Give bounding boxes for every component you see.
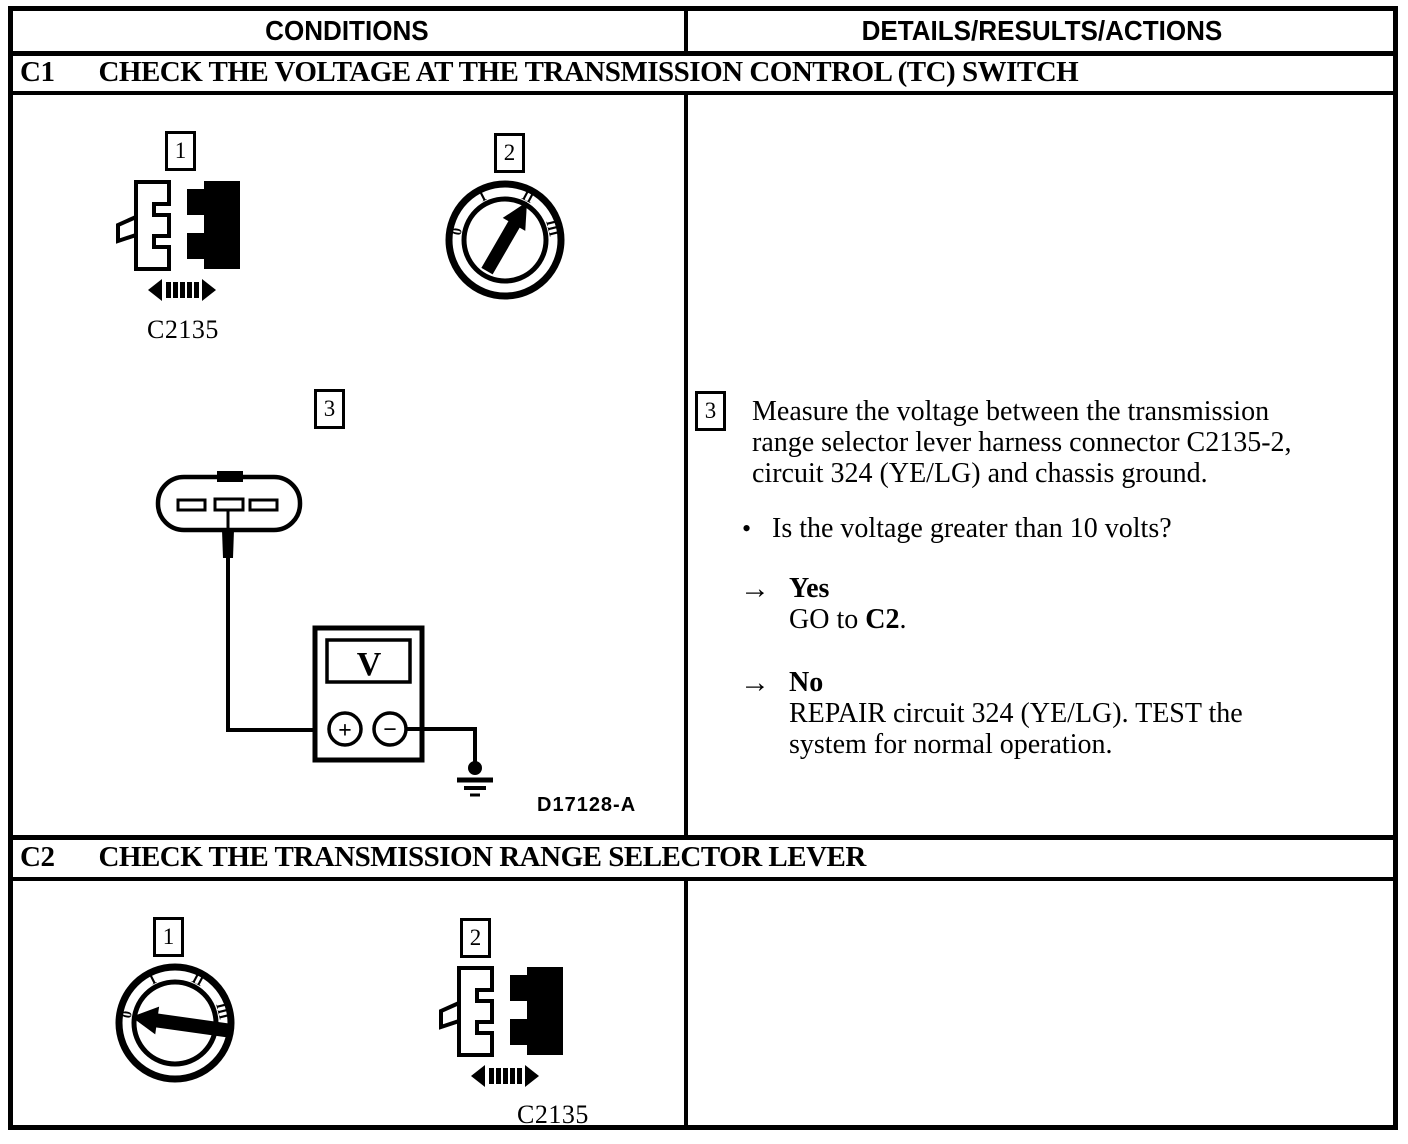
probe-body	[222, 530, 234, 558]
c1-question: Is the voltage greater than 10 volts?	[772, 513, 1172, 544]
c2-connector-disconnect-icon	[441, 967, 563, 1087]
no-result-block	[789, 667, 1243, 760]
c2-figure-step1-number: 1	[162, 924, 175, 949]
c1-step-title: CHECK THE VOLTAGE AT THE TRANSMISSION CONTROL (TC) SWITCH	[98, 56, 1079, 88]
c1-action-step3-box	[695, 391, 726, 431]
connector-lock-tab	[217, 471, 243, 482]
c1-voltmeter-test-figure	[158, 471, 493, 795]
c1-connector-disconnect-icon	[118, 181, 240, 301]
voltmeter-v-label: V	[356, 646, 382, 683]
c2-step-title: CHECK THE TRANSMISSION RANGE SELECTOR LEVER	[98, 841, 866, 873]
c1-instruction	[752, 396, 1292, 489]
c1-connector-label: C2135	[147, 315, 219, 344]
figure-code: D17128-A	[537, 794, 637, 816]
c2-figure-step2-number: 2	[469, 925, 482, 950]
yes-action	[789, 604, 906, 635]
conditions-header: CONDITIONS	[265, 15, 429, 46]
c2-connector-label: C2135	[517, 1100, 589, 1129]
c1-instruction-line-2: range selector lever harness connector C2135-2,	[752, 427, 1292, 458]
c2-step-id: C2	[20, 841, 55, 873]
yes-result-arrow-icon: →	[740, 572, 770, 605]
c1-action-step3-number: 3	[704, 398, 717, 423]
c1-instruction-line-1: Measure the voltage between the transmission	[752, 396, 1270, 427]
c2-figure-step1-box	[153, 917, 184, 957]
c1-step-id: C1	[20, 56, 55, 88]
c1-figure-step2-box	[494, 133, 525, 173]
no-action-line-1: REPAIR circuit 324 (YE/LG). TEST the	[789, 698, 1243, 729]
yes-result-block	[789, 573, 906, 635]
chassis-ground-icon	[457, 761, 493, 795]
yes-action-target: C2	[865, 604, 900, 635]
no-action-line-2: system for normal operation.	[789, 729, 1113, 760]
minus-sign: −	[383, 717, 397, 743]
c1-figure-step1-box	[165, 131, 196, 171]
no-label: No	[789, 667, 824, 698]
yes-action-post: .	[899, 604, 907, 635]
no-result-arrow-icon: →	[740, 666, 770, 699]
yes-label: Yes	[789, 573, 830, 604]
c1-figure-step3-number: 3	[323, 396, 336, 421]
c1-instruction-line-3: circuit 324 (YE/LG) and chassis ground.	[752, 458, 1208, 489]
c1-figure-step3-box	[314, 389, 345, 429]
yes-action-pre: GO to	[789, 604, 866, 635]
c2-figure-step2-box	[460, 918, 491, 958]
plus-sign: +	[338, 718, 352, 744]
details-header: DETAILS/RESULTS/ACTIONS	[861, 15, 1223, 46]
c1-figure-step1-number: 1	[174, 138, 187, 163]
c1-figure-step2-number: 2	[503, 140, 516, 165]
question-bullet: •	[742, 514, 752, 543]
